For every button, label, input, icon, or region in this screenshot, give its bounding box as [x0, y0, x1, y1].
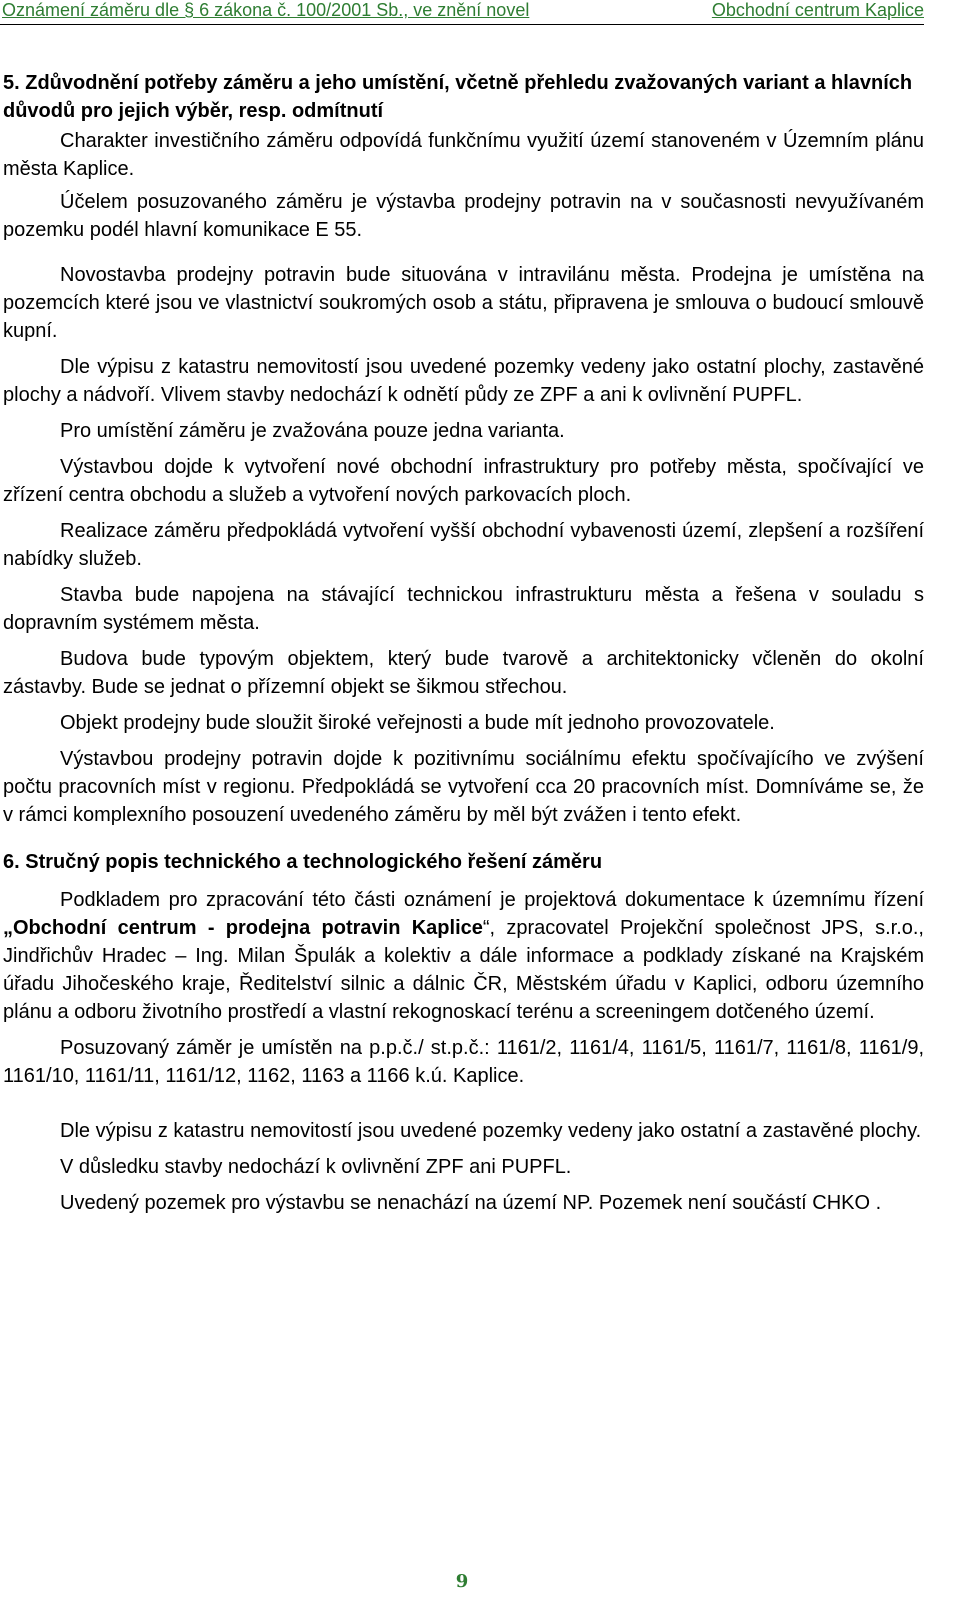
- header-document-title: Oznámení záměru dle § 6 zákona č. 100/2001 Sb., ve znění novel: [2, 0, 530, 20]
- paragraph: Realizace záměru předpokládá vytvoření vyšší obchodní vybavenosti území, zlepšení a rozšíření nabídky služeb.: [3, 520, 924, 570]
- section-6: [3, 848, 924, 1217]
- paragraph: [3, 886, 924, 1026]
- paragraph: Charakter investičního záměru odpovídá funkčnímu využití území stanoveném v Územním plánu města Kaplice.: [3, 130, 924, 180]
- paragraph: Stavba bude napojena na stávající technickou infrastrukturu města a řešena v souladu s dopravním systémem města.: [3, 584, 924, 634]
- paragraph: Novostavba prodejny potravin bude situována v intravilánu města. Prodejna je umístěna na pozemcích které jsou ve vlastnictví soukromých osob a státu, připravena je smlouva o budoucí smlouvě kupní.: [3, 264, 924, 342]
- page-number: 9: [455, 1571, 469, 1592]
- paragraph: Výstavbou dojde k vytvoření nové obchodní infrastruktury pro potřeby města, spočívající ve zřízení centra obchodu a služeb a vytvoření nových parkovacích ploch.: [3, 456, 924, 506]
- project-title-bold: „Obchodní centrum - prodejna potravin Kaplice: [3, 917, 483, 939]
- header-project-name: Obchodní centrum Kaplice: [711, 0, 924, 20]
- paragraph: Účelem posuzovaného záměru je výstavba prodejny potravin na v současnosti nevyužívaném pozemku podél hlavní komunikace E 55.: [3, 191, 924, 241]
- paragraph: Výstavbou prodejny potravin dojde k pozitivnímu sociálnímu efektu spočívajícího ve zvýšení počtu pracovních míst v regionu. Předpokládá se vytvoření cca 20 pracovních míst. Domníváme se, že v rámci komplexního posouzení uvedeného záměru by měl být zvážen i tento efekt.: [3, 748, 924, 826]
- paragraph: Pro umístění záměru je zvažována pouze jedna varianta.: [60, 420, 565, 442]
- section-6-heading: 6. Stručný popis technického a technologického řešení záměru: [3, 851, 603, 873]
- page-header: [0, 0, 924, 25]
- document-body: [3, 69, 924, 1217]
- section-5: [3, 69, 924, 829]
- paragraph-text: Podkladem pro zpracování této části oznámení je projektová dokumentace k územnímu řízení: [60, 889, 924, 911]
- paragraph: Budova bude typovým objektem, který bude tvarově a architektonicky včleněn do okolní zástavby. Bude se jednat o přízemní objekt se šikmou střechou.: [3, 648, 924, 698]
- paragraph: Posuzovaný záměr je umístěn na p.p.č./ st.p.č.: 1161/2, 1161/4, 1161/5, 1161/7, 1161/8, 1161/9, 1161/10, 1161/11, 1161/12, 1162, 1163 a 1166 k.ú. Kaplice.: [3, 1037, 924, 1087]
- paragraph-text: “, zpracovatel Projekční společnost JPS, s.r.o., Jindřichův Hradec – Ing. Milan Špulák a kolektiv a dále informace a podklady získané na Krajském úřadu Jihočeského kraje, Ředitelství silnic a dálnic ČR, Městském úřadu v Kaplici, odboru územního plánu a odboru životního prostředí a vlastní rekognoskací terénu a screeningem dotčeného území.: [3, 917, 924, 1023]
- paragraph: Objekt prodejny bude sloužit široké veřejnosti a bude mít jednoho provozovatele.: [60, 712, 775, 734]
- paragraph: V důsledku stavby nedochází k ovlivnění ZPF ani PUPFL.: [60, 1156, 572, 1178]
- paragraph: Uvedený pozemek pro výstavbu se nenachází na území NP. Pozemek není součástí CHKO .: [60, 1192, 882, 1214]
- paragraph: Dle výpisu z katastru nemovitostí jsou uvedené pozemky vedeny jako ostatní a zastavěné plochy.: [60, 1120, 922, 1142]
- paragraph: Dle výpisu z katastru nemovitostí jsou uvedené pozemky vedeny jako ostatní plochy, zastavěné plochy a nádvoří. Vlivem stavby nedochází k odnětí půdy ze ZPF a ani k ovlivnění PUPFL.: [3, 356, 924, 406]
- section-5-heading: 5. Zdůvodnění potřeby záměru a jeho umístění, včetně přehledu zvažovaných variant a hlavních důvodů pro jejich výběr, resp. odmítnutí: [3, 72, 913, 122]
